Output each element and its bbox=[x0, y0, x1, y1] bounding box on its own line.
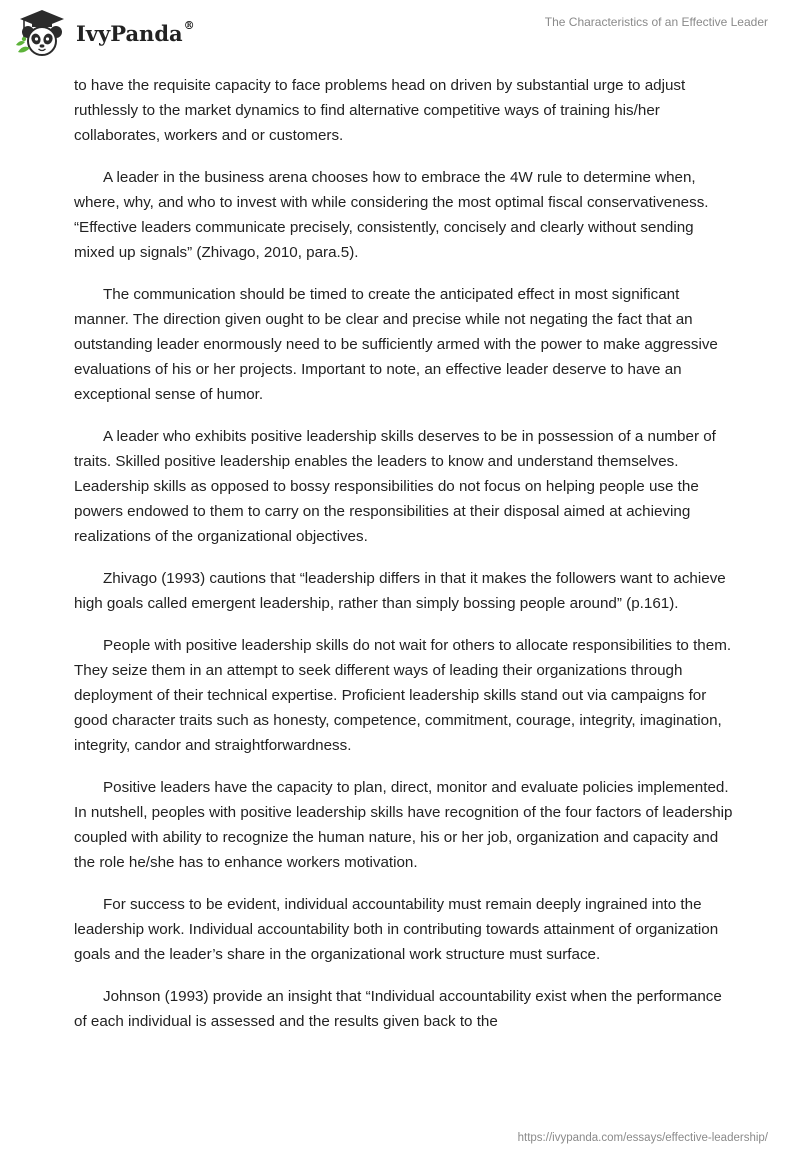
brand-name bbox=[76, 18, 195, 46]
ivypanda-logo[interactable] bbox=[14, 8, 195, 58]
page-header bbox=[0, 0, 800, 70]
paragraph-6: People with positive leadership skills do not wait for others to allocate responsibilities to them. They seize them in an attempt to seek different ways of leading their organizations through deployment of their technical expertise. Proficient leadership skills stand out via campaigns for good character traits such as honesty, competence, commitment, courage, integrity, imagination, integrity, candor and straightforwardness. bbox=[74, 637, 732, 754]
paragraph-7: Positive leaders have the capacity to plan, direct, monitor and evaluate policies implemented. In nutshell, peoples with positive leadership skills have recognition of the four factors of leadership coupled with ability to recognize the human nature, his or her job, organization and capacity and the role he/she has to enhance workers motivation. bbox=[74, 779, 733, 871]
paragraph-2: A leader in the business arena chooses how to embrace the 4W rule to determine when, where, why, and who to invest with while considering the most optimal fiscal conservativeness. “Effective leaders communicate precisely, consistently, concisely and clearly without sending mixed up signals” (Zhivago, 2010, para.5). bbox=[74, 169, 709, 261]
brand-label: IvyPanda bbox=[76, 20, 183, 46]
paragraph-4: A leader who exhibits positive leadership skills deserves to be in possession of a number of traits. Skilled positive leadership enables the leaders to know and understand themselves. Leadership skills as opposed to bossy responsibilities do not focus on helping people use the powers endowed to them to carry on the responsibilities at their disposal aimed at achieving realizations of the organizational objectives. bbox=[74, 428, 716, 545]
panda-graduate-icon bbox=[14, 8, 70, 58]
registered-mark: ® bbox=[183, 18, 195, 32]
source-url-link[interactable]: https://ivypanda.com/essays/effective-leadership/ bbox=[517, 1132, 768, 1144]
paragraph-3: The communication should be timed to create the anticipated effect in most significant manner. The direction given ought to be clear and precise while not negating the fact that an outstanding leader enormously need to be sufficiently armed with the power to make aggressive evaluations of his or her projects. Important to note, an effective leader deserve to have an exceptional sense of humor. bbox=[74, 286, 718, 403]
paragraph-8: For success to be evident, individual accountability must remain deeply ingrained into the leadership work. Individual accountability both in contributing towards attainment of organization goals and the leader’s share in the organizational work structure must surface. bbox=[74, 896, 719, 963]
paragraph-9: Johnson (1993) provide an insight that “Individual accountability exist when the performance of each individual is assessed and the results given back to the bbox=[74, 988, 722, 1030]
paragraph-5: Zhivago (1993) cautions that “leadership differs in that it makes the followers want to achieve high goals called emergent leadership, rather than simply bossing people around” (p.161). bbox=[74, 570, 726, 612]
paragraph-1: to have the requisite capacity to face problems head on driven by substantial urge to adjust ruthlessly to the market dynamics to find alternative competitive ways of training his/her collaborates, workers and or customers. bbox=[74, 77, 686, 144]
essay-body bbox=[74, 73, 734, 1051]
document-title: The Characteristics of an Effective Leader bbox=[544, 15, 768, 29]
